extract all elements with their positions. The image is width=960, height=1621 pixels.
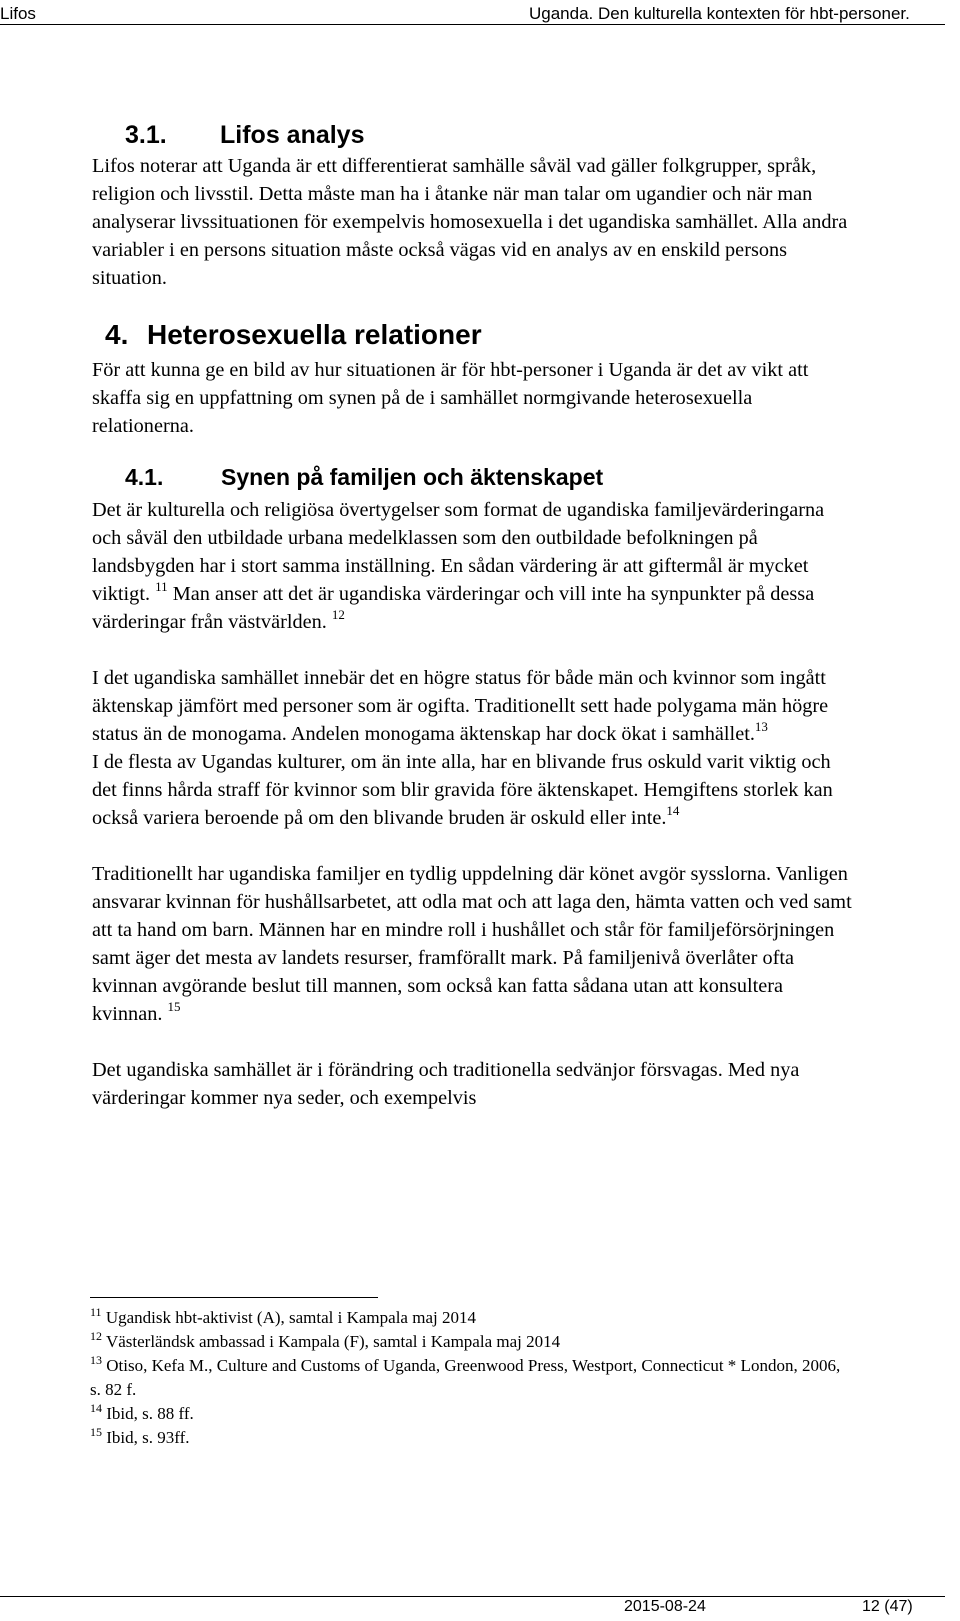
heading-title: Lifos analys <box>220 121 365 149</box>
footnote-text: Ugandisk hbt-aktivist (A), samtal i Kampala maj 2014 <box>105 1308 476 1327</box>
footnote-number: 13 <box>90 1353 102 1367</box>
footnote-text: Ibid, s. 93ff. <box>106 1428 190 1447</box>
paragraph <box>92 496 852 636</box>
paragraph: För att kunna ge en bild av hur situationen är för hbt-personer i Uganda är det av vikt att skaffa sig en uppfattning om synen på de i samhället normgivande heterosexuella relationerna. <box>92 359 809 437</box>
heading-number: 4. <box>105 319 129 350</box>
footnote-item <box>90 1426 850 1450</box>
paragraph-text: I de flesta av Ugandas kulturer, om än inte alla, har en blivande frus oskuld varit viktig och det finns hårda straff för kvinnor som blir gravida före äktenskapet. Hemgiftens storlek kan också variera beroende på om den blivande bruden är oskuld eller inte. <box>92 751 833 829</box>
footnote-ref[interactable]: 13 <box>754 719 768 734</box>
footer-date: 2015-08-24 <box>624 1598 706 1615</box>
heading-3-1 <box>125 120 852 150</box>
footer-divider <box>0 1596 945 1597</box>
paragraph-text: Traditionellt har ugandiska familjer en tydlig uppdelning där könet avgör sysslorna. Vanligen ansvarar kvinnan för hushållsarbetet, att odla mat och att laga den, hämta vatten och ved samt att ta hand om barn. Männen har en mindre roll i hushållet och står för familjeförsörjningen samt äger det mesta av landets resurser, framförallt mark. På familjenivå överlåter ofta kvinnan avgörande beslut till mannen, som också kan fatta sådana utan att konsultera kvinnan. <box>92 863 852 1025</box>
heading-title: Synen på familjen och äktenskapet <box>221 464 604 490</box>
paragraph-text: I det ugandiska samhället innebär det en högre status för både män och kvinnor som ingått äktenskap jämfört med personer som är ogifta. Traditionellt sett hade polygama män högre status än de monogama. Andelen monogama äktenskap har dock ökat i samhället. <box>92 667 829 745</box>
page-number: 12 (47) <box>862 1598 913 1615</box>
heading-4-1 <box>125 462 852 492</box>
paragraph-text: Man anser att det är ugandiska värderingar och vill inte ha synpunkter på dessa värderingar från västvärlden. <box>92 583 815 633</box>
header-title: Uganda. Den kulturella kontexten för hbt-personer. <box>529 4 910 23</box>
paragraph <box>92 664 852 832</box>
footnote-number: 12 <box>90 1329 102 1343</box>
footnote-text: Västerländsk ambassad i Kampala (F), samtal i Kampala maj 2014 <box>105 1332 561 1351</box>
footnote-number: 14 <box>90 1401 102 1415</box>
footnote-item <box>90 1354 850 1402</box>
footnote-number: 11 <box>90 1305 102 1319</box>
heading-number: 4.1. <box>125 464 164 490</box>
footnote-text: Ibid, s. 88 ff. <box>106 1404 194 1423</box>
footnote-divider <box>90 1297 378 1298</box>
footnote-ref[interactable]: 11 <box>155 579 168 594</box>
paragraph <box>92 860 852 1028</box>
footnote-number: 15 <box>90 1425 102 1439</box>
footnote-item <box>90 1402 850 1426</box>
paragraph-text: Det är kulturella och religiösa övertygelser som format de ugandiska familjevärderingarna och såväl den utbildade urbana medelklassen som den outbildade befolkningen på landsbygden har i stort samma inställning. En sådan värdering är att giftermål är mycket viktigt. <box>92 499 825 605</box>
page-header <box>0 4 945 25</box>
heading-title: Heterosexuella relationer <box>147 319 482 350</box>
footnote-text: Otiso, Kefa M., Culture and Customs of Uganda, Greenwood Press, Westport, Connecticut * London, 2006, s. 82 f. <box>90 1356 841 1399</box>
footnote-item <box>90 1306 850 1330</box>
footnote-ref[interactable]: 14 <box>666 803 680 818</box>
footnotes <box>90 1306 850 1450</box>
heading-4 <box>105 318 852 352</box>
main-content <box>92 120 852 1112</box>
header-left: Lifos <box>0 4 36 23</box>
footnote-item <box>90 1330 850 1354</box>
footnote-ref[interactable]: 12 <box>331 607 345 622</box>
paragraph: Det ugandiska samhället är i förändring och traditionella sedvänjor försvagas. Med nya värderingar kommer nya seder, och exempelvis <box>92 1059 800 1109</box>
paragraph: Lifos noterar att Uganda är ett differentierat samhälle såväl vad gäller folkgrupper, språk, religion och livsstil. Detta måste man ha i åtanke när man talar om ugandier och när man analyserar livssituationen för exempelvis homosexuella i det ugandiska samhället. Alla andra variabler i en persons situation måste också vägas vid en analys av en enskild persons situation. <box>92 155 848 289</box>
heading-number: 3.1. <box>125 121 167 149</box>
footnote-ref[interactable]: 15 <box>167 999 181 1014</box>
